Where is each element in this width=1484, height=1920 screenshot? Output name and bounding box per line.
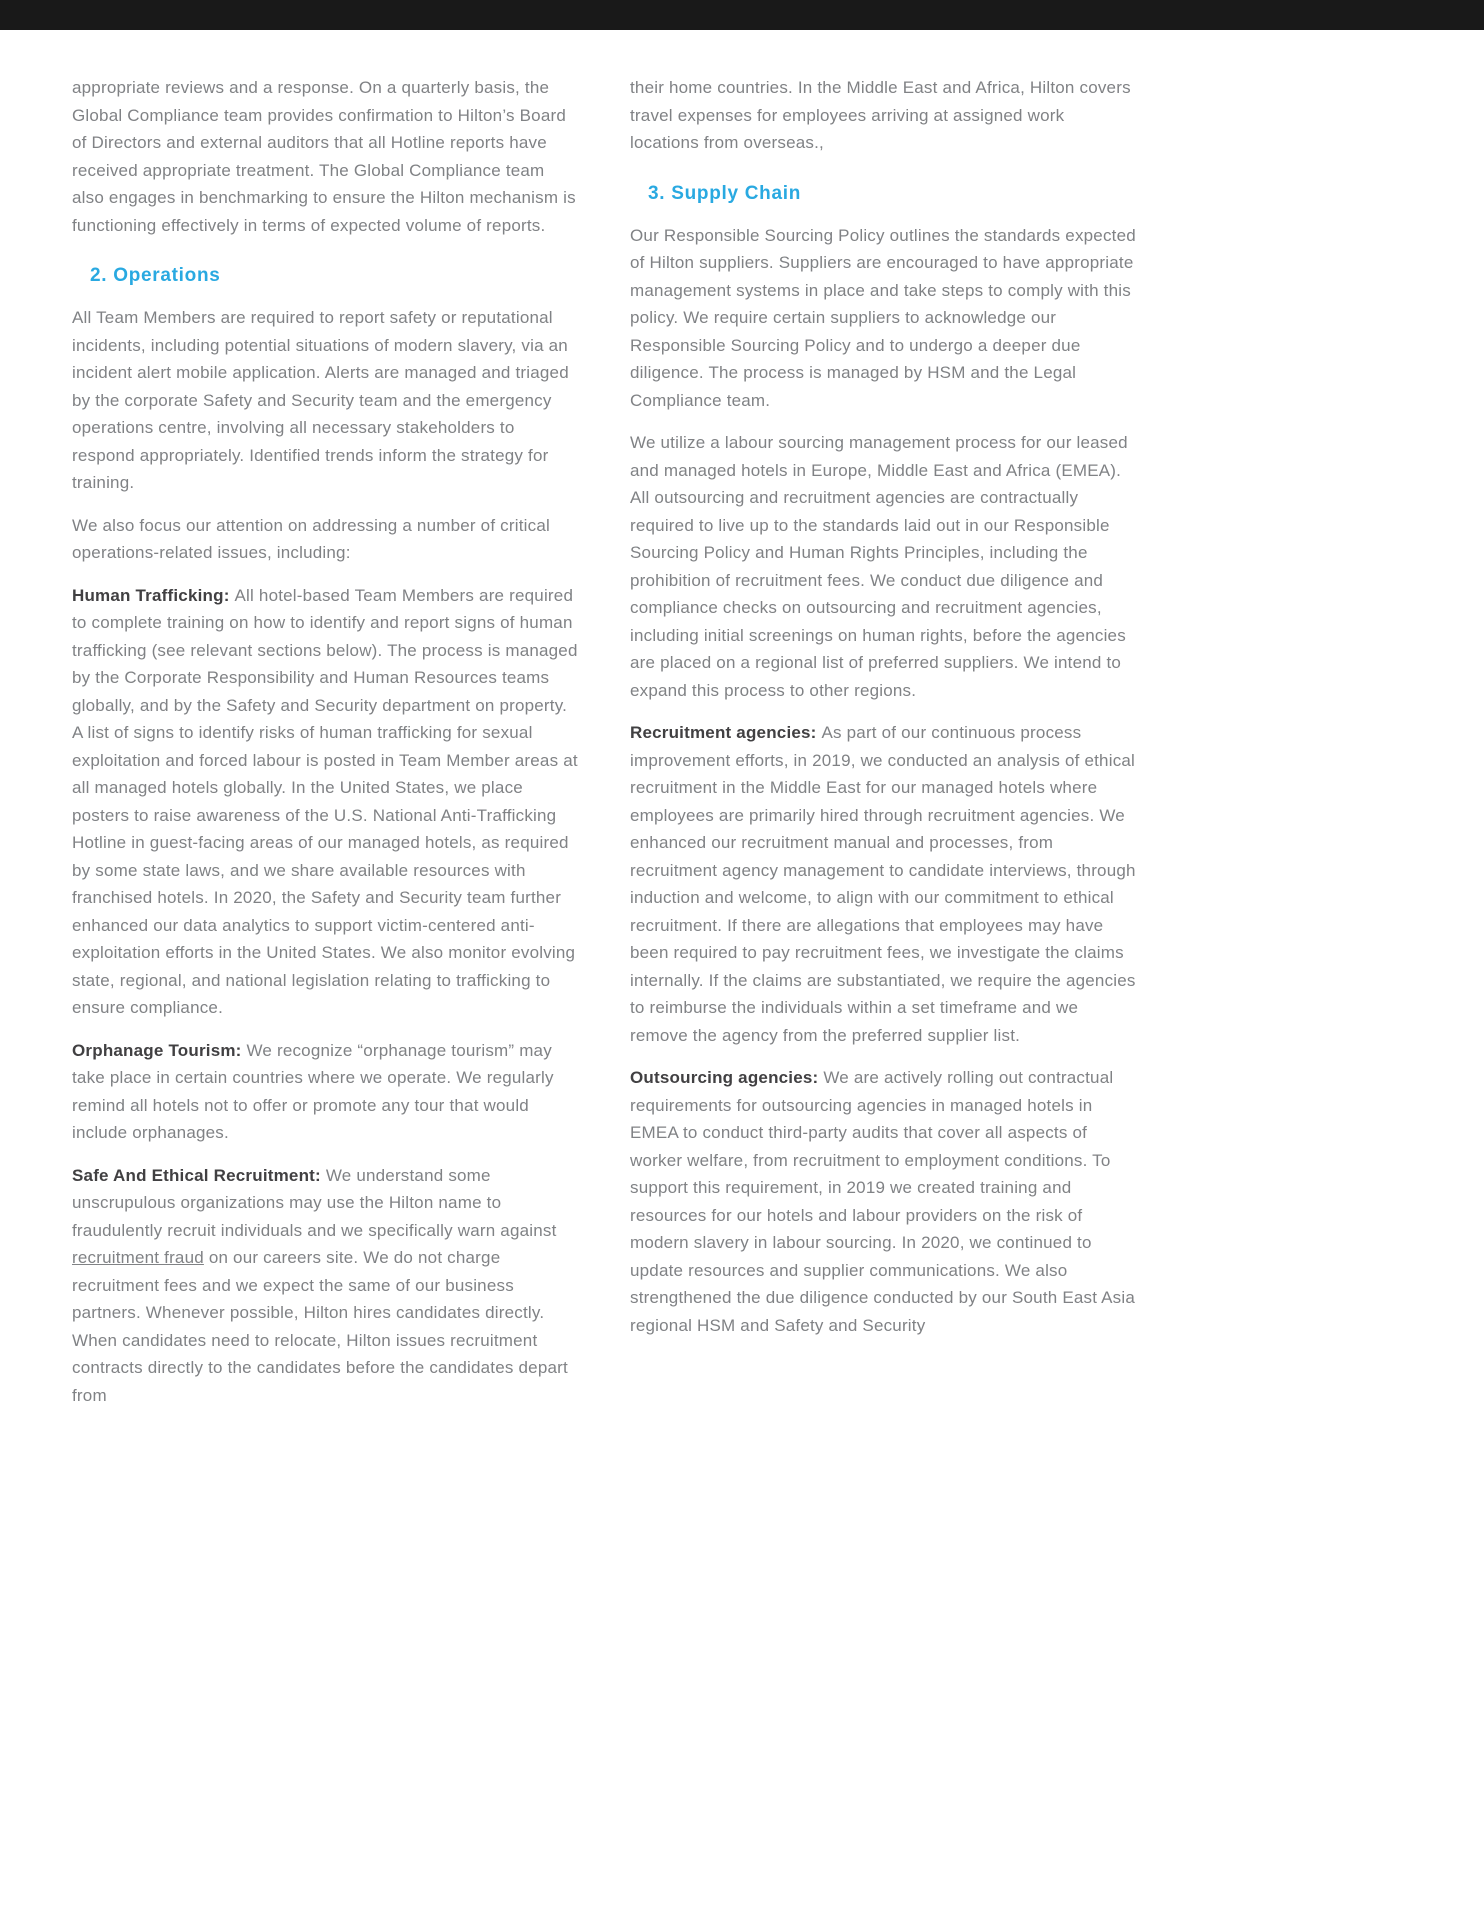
heading-supply-chain: 3. Supply Chain bbox=[648, 182, 802, 204]
paragraph-label: Orphanage Tourism: bbox=[72, 1040, 247, 1060]
paragraph bbox=[72, 512, 580, 567]
paragraph-text: We understand some unscrupulous organizations may use the Hilton name to fraudulently recruit individuals and we specifically warn against bbox=[72, 1165, 557, 1240]
left-column bbox=[72, 74, 580, 1424]
paragraph-text: We recognize “orphanage tourism” may take place in certain countries where we operate. We regularly remind all hotels not to offer or promote any tour that would include orphanages. bbox=[72, 1040, 554, 1142]
paragraph-text: Our Responsible Sourcing Policy outlines the standards expected of Hilton suppliers. Suppliers are encouraged to have appropriate management systems in place and take steps to comply with this policy. We require certain suppliers to acknowledge our Responsible Sourcing Policy and to undergo a deeper due diligence. The process is managed by HSM and the Legal Compliance team. bbox=[630, 225, 1136, 410]
paragraph bbox=[72, 304, 580, 497]
paragraph bbox=[630, 222, 1138, 415]
paragraph-text: We also focus our attention on addressing a number of critical operations-related issues, including: bbox=[72, 515, 550, 562]
heading-operations: 2. Operations bbox=[90, 265, 221, 286]
paragraph-text: We are actively rolling out contractual requirements for outsourcing agencies in managed hotels in EMEA to conduct third-party audits that cover all aspects of worker welfare, from recruitment to employment conditions. To support this requirement, in 2019 we created training and resources for our hotels and labour providers on the risk of modern slavery in labour sourcing. In 2020, we continued to update resources and supplier communications. We also strengthened the due diligence conducted by our South East Asia regional HSM and Safety and Security bbox=[630, 1068, 1136, 1335]
paragraph bbox=[630, 719, 1138, 1049]
document-page bbox=[0, 30, 1484, 1424]
paragraph bbox=[630, 74, 1138, 157]
top-bar bbox=[0, 0, 1484, 30]
paragraph-text: All Team Members are required to report safety or reputational incidents, including potential situations of modern slavery, via an incident alert mobile application. Alerts are managed and triaged by the corporate Safety and Security team and the emergency operations centre, involving all necessary stakeholders to respond appropriately. Identified trends inform the strategy for training. bbox=[72, 308, 569, 492]
paragraph bbox=[630, 1064, 1138, 1339]
paragraph-text: As part of our continuous process improvement efforts, in 2019, we conducted an analysis of ethical recruitment in the Middle East for our managed hotels where employees are primarily hired through recruitment agencies. We enhanced our recruitment manual and processes, from recruitment agency management to candidate interviews, through induction and welcome, to align with our commitment to ethical recruitment. If there are allegations that employees may have been required to pay recruitment fees, we investigate the claims internally. If the claims are substantiated, we require the agencies to reimburse the individuals within a set timeframe and we remove the agency from the preferred supplier list. bbox=[630, 723, 1136, 1045]
paragraph-text: their home countries. In the Middle East and Africa, Hilton covers travel expenses for employees arriving at assigned work locations from overseas., bbox=[630, 78, 1131, 152]
paragraph bbox=[72, 1037, 580, 1147]
paragraph bbox=[72, 1162, 580, 1410]
paragraph bbox=[72, 74, 580, 239]
paragraph bbox=[72, 582, 580, 1022]
paragraph-label: Outsourcing agencies: bbox=[630, 1068, 824, 1087]
paragraph-label: Human Trafficking: bbox=[72, 585, 235, 605]
paragraph-label: Recruitment agencies: bbox=[630, 723, 822, 742]
paragraph-text: appropriate reviews and a response. On a quarterly basis, the Global Compliance team provides confirmation to Hilton’s Board of Directors and external auditors that all Hotline reports have received appropriate treatment. The Global Compliance team also engages in benchmarking to ensure the Hilton mechanism is functioning effectively in terms of expected volume of reports. bbox=[72, 78, 576, 235]
right-column bbox=[630, 74, 1138, 1424]
paragraph-text: on our careers site. We do not charge recruitment fees and we expect the same of our business partners. Whenever possible, Hilton hires candidates directly. When candidates need to relocate, Hilton issues recruitment contracts directly to the candidates before the candidates depart from bbox=[72, 1248, 568, 1405]
paragraph bbox=[630, 429, 1138, 704]
paragraph-text: All hotel-based Team Members are required to complete training on how to identify and report signs of human trafficking (see relevant sections below). The process is managed by the Corporate Responsibility and Human Resources teams globally, and by the Safety and Security department on property. A list of signs to identify risks of human trafficking for sexual exploitation and forced labour is posted in Team Member areas at all managed hotels globally. In the United States, we place posters to raise awareness of the U.S. National Anti-Trafficking Hotline in guest-facing areas of our managed hotels, as required by some state laws, and we share available resources with franchised hotels. In 2020, the Safety and Security team further enhanced our data analytics to support victim-centered anti-exploitation efforts in the United States. We also monitor evolving state, regional, and national legislation relating to trafficking to ensure compliance. bbox=[72, 585, 578, 1017]
paragraph-label: Safe And Ethical Recruitment: bbox=[72, 1165, 326, 1185]
recruitment-fraud-link[interactable]: recruitment fraud bbox=[72, 1248, 204, 1267]
paragraph-text: We utilize a labour sourcing management process for our leased and managed hotels in Europe, Middle East and Africa (EMEA). All outsourcing and recruitment agencies are contractually required to live up to the standards laid out in our Responsible Sourcing Policy and Human Rights Principles, including the prohibition of recruitment fees. We conduct due diligence and compliance checks on outsourcing and recruitment agencies, including initial screenings on human rights, before the agencies are placed on a regional list of preferred suppliers. We intend to expand this process to other regions. bbox=[630, 433, 1128, 700]
